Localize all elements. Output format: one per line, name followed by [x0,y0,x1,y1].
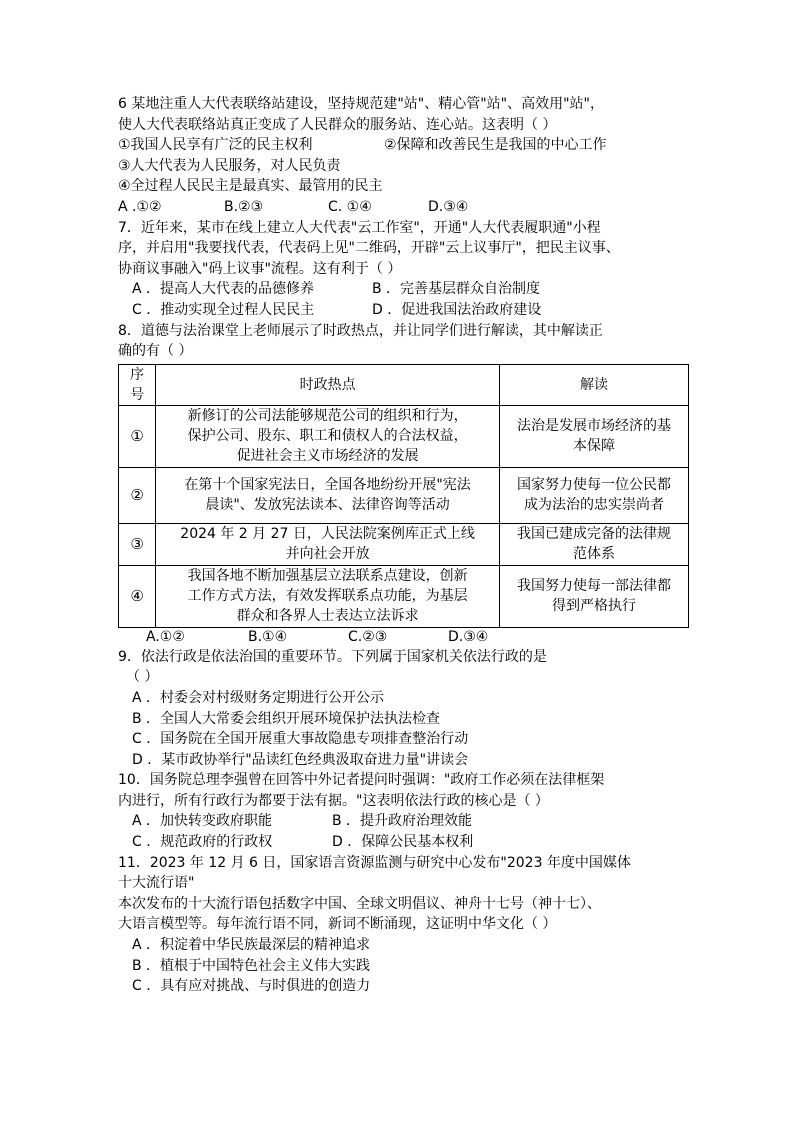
row-4-exp-line-2: 得到严格执行 [552,598,636,615]
row-1-exp-line-1: 法治是发展市场经济的基 [517,418,671,435]
question-9 [118,647,690,771]
q10-stem-line-2: 内进行，所有行政行为都要于法有据。"这表明依法行政的核心是（ ） [118,792,549,809]
q10-stem-line-1: 10．国务院总理李强曾在回答中外记者提问时强调："政府工作必须在法律框架 [118,772,605,789]
q7-stem-line-2: 序，并启用"我要找代表，代表码上见"二维码，开辟"云上议事厅"，把民主议事、 [118,240,620,257]
q11-option-a[interactable]: A ．积淀着中华民族最深层的精神追求 [132,937,371,954]
q10-option-b[interactable]: B ．提升政府治理效能 [332,813,473,830]
q6-option-b[interactable]: B.②③ [224,198,264,215]
row-1-hot [156,405,500,467]
row-3-hot [156,523,500,565]
row-4-no: ④ [119,565,156,627]
q10-options-row-2 [118,832,690,853]
q11-stem-line-1: 11．2023 年 12 月 6 日，国家语言资源监测与研究中心发布"2023 年度中国媒体 [118,854,631,871]
q6-option-a[interactable]: A .①② [118,198,162,215]
question-8 [118,321,690,647]
exam-content [118,94,690,997]
q7-option-a[interactable]: A ．提高人大代表的品德修养 [132,281,315,298]
table-row [119,405,689,467]
q9-option-a[interactable]: A ．村委会对村级财务定期进行公开公示 [132,689,385,706]
row-1-exp [500,405,689,467]
q10-options-row-1 [118,811,690,832]
q6-items-row-1 [118,135,690,156]
q11-stem-line-3: 本次发布的十大流行语包括数字中国、全球文明倡议、神舟十七号（神十七）、 [118,895,601,912]
q7-option-d[interactable]: D ．促进我国法治政府建设 [372,301,542,318]
row-1-no: ① [119,405,156,467]
row-3-exp-line-2: 范体系 [573,546,615,563]
q7-options-row-2 [118,300,690,321]
row-4-hot-line-1: 我国各地不断加强基层立法联系点建设，创新 [187,568,468,585]
table-row [119,523,689,565]
row-3-hot-line-1: 2024 年 2 月 27 日，人民法院案例库正式上线 [180,526,475,543]
q9-option-b[interactable]: B ．全国人大常委会组织开展环境保护法执法检查 [132,710,441,727]
row-2-hot-line-2: 晨读"、发放宪法读本、法律咨询等活动 [205,497,450,514]
q9-option-d[interactable]: D ．某市政协举行"品读红色经典汲取奋进力量"讲读会 [132,751,469,768]
q7-stem-line-1: 7．近年来，某市在线上建立人大代表"云工作室"，开通"人大代表履职通"小程 [118,219,601,236]
q7-option-c[interactable]: C ．推动实现全过程人民民主 [132,301,315,318]
row-1-hot-line-1: 新修订的公司法能够规范公司的组织和行为， [187,408,468,425]
q6-item-1: ①我国人民享有广泛的民主权利 [118,137,313,154]
row-4-exp-line-1: 我国努力使每一部法律都 [517,578,671,595]
q6-options [118,197,690,218]
table-row [119,565,689,627]
row-3-hot-line-2: 并向社会开放 [285,546,370,563]
q9-stem-line-1: 9．依法行政是依法治国的重要环节。下列属于国家机关依法行政的是 [118,648,547,665]
q7-option-b[interactable]: B ．完善基层群众自治制度 [372,281,541,298]
q11-option-c[interactable]: C ．具有应对挑战、与时俱进的创造力 [132,978,371,995]
q10-option-c[interactable]: C ．规范政府的行政权 [132,834,273,851]
row-3-no: ③ [119,523,156,565]
q6-item-2: ②保障和改善民生是我国的中心工作 [384,137,607,154]
q7-options-row-1 [118,279,690,300]
q9-option-c[interactable]: C ．国务院在全国开展重大事故隐患专项排查整治行动 [132,731,469,748]
row-2-exp-line-1: 国家努力使每一位公民都 [517,477,671,494]
q7-stem-line-3: 协商议事融入"码上议事"流程。这有利于（ ） [118,260,402,277]
question-11 [118,853,690,997]
q8-stem-line-1: 8．道德与法治课堂上老师展示了时政热点，并让同学们进行解读，其中解读正 [118,322,603,339]
q8-option-a[interactable]: A.①② [146,628,185,645]
row-3-exp [500,523,689,565]
header-hot: 时政热点 [156,364,500,405]
row-1-exp-line-2: 本保障 [573,438,615,455]
question-7 [118,218,690,321]
q8-stem-line-2: 确的有（ ） [118,343,193,360]
row-4-hot-line-2: 工作方式方法，有效发挥联系点功能，为基层 [187,588,468,605]
current-affairs-table [118,364,689,628]
header-no-label: 序号 [130,366,145,403]
row-4-exp [500,565,689,627]
row-2-exp [500,467,689,523]
q6-option-c[interactable]: C. ①④ [328,198,372,215]
table-row [119,467,689,523]
question-10 [118,770,690,852]
row-1-hot-line-3: 促进社会主义市场经济的发展 [236,448,419,465]
question-6 [118,94,690,218]
q10-option-a[interactable]: A ．加快转变政府职能 [132,813,273,830]
q11-option-b[interactable]: B ．植根于中国特色社会主义伟大实践 [132,957,371,974]
q9-stem-line-2: （ ） [126,669,159,686]
header-no [119,364,156,405]
row-2-hot-line-1: 在第十个国家宪法日，全国各地纷纷开展"宪法 [184,477,471,494]
q6-item-4: ④全过程人民民主是最真实、最管用的民主 [118,178,383,195]
header-exp: 解读 [500,364,689,405]
row-3-exp-line-1: 我国已建成完备的法律规 [517,526,671,543]
q6-option-d[interactable]: D.③④ [428,198,469,215]
q8-option-c[interactable]: C.②③ [348,628,388,645]
q8-options [118,628,690,647]
row-1-hot-line-2: 保护公司、股东、职工和债权人的合法权益， [187,428,468,445]
row-2-exp-line-2: 成为法治的忠实崇尚者 [524,497,664,514]
q6-stem-line-2: 使人大代表联络站真正变成了人民群众的服务站、连心站。这表明（ ） [118,116,557,133]
q8-option-b[interactable]: B.①④ [248,628,288,645]
row-4-hot-line-3: 群众和各界人士表达立法诉求 [236,608,419,625]
q6-item-3: ③人大代表为人民服务，对人民负责 [118,157,341,174]
q11-stem-line-2: 十大流行语" [118,875,195,892]
row-2-no: ② [119,467,156,523]
q6-stem-line-1: 6 某地注重人大代表联络站建设，坚持规范建"站"、精心管"站"、高效用"站"， [118,96,604,112]
row-2-hot [156,467,500,523]
table-header-row [119,364,689,405]
q10-option-d[interactable]: D ．保障公民基本权利 [332,834,474,851]
q11-stem-line-4: 大语言模型等。每年流行语不同，新词不断涌现，这证明中华文化（ ） [118,916,557,933]
q8-option-d[interactable]: D.③④ [448,628,489,645]
row-4-hot [156,565,500,627]
